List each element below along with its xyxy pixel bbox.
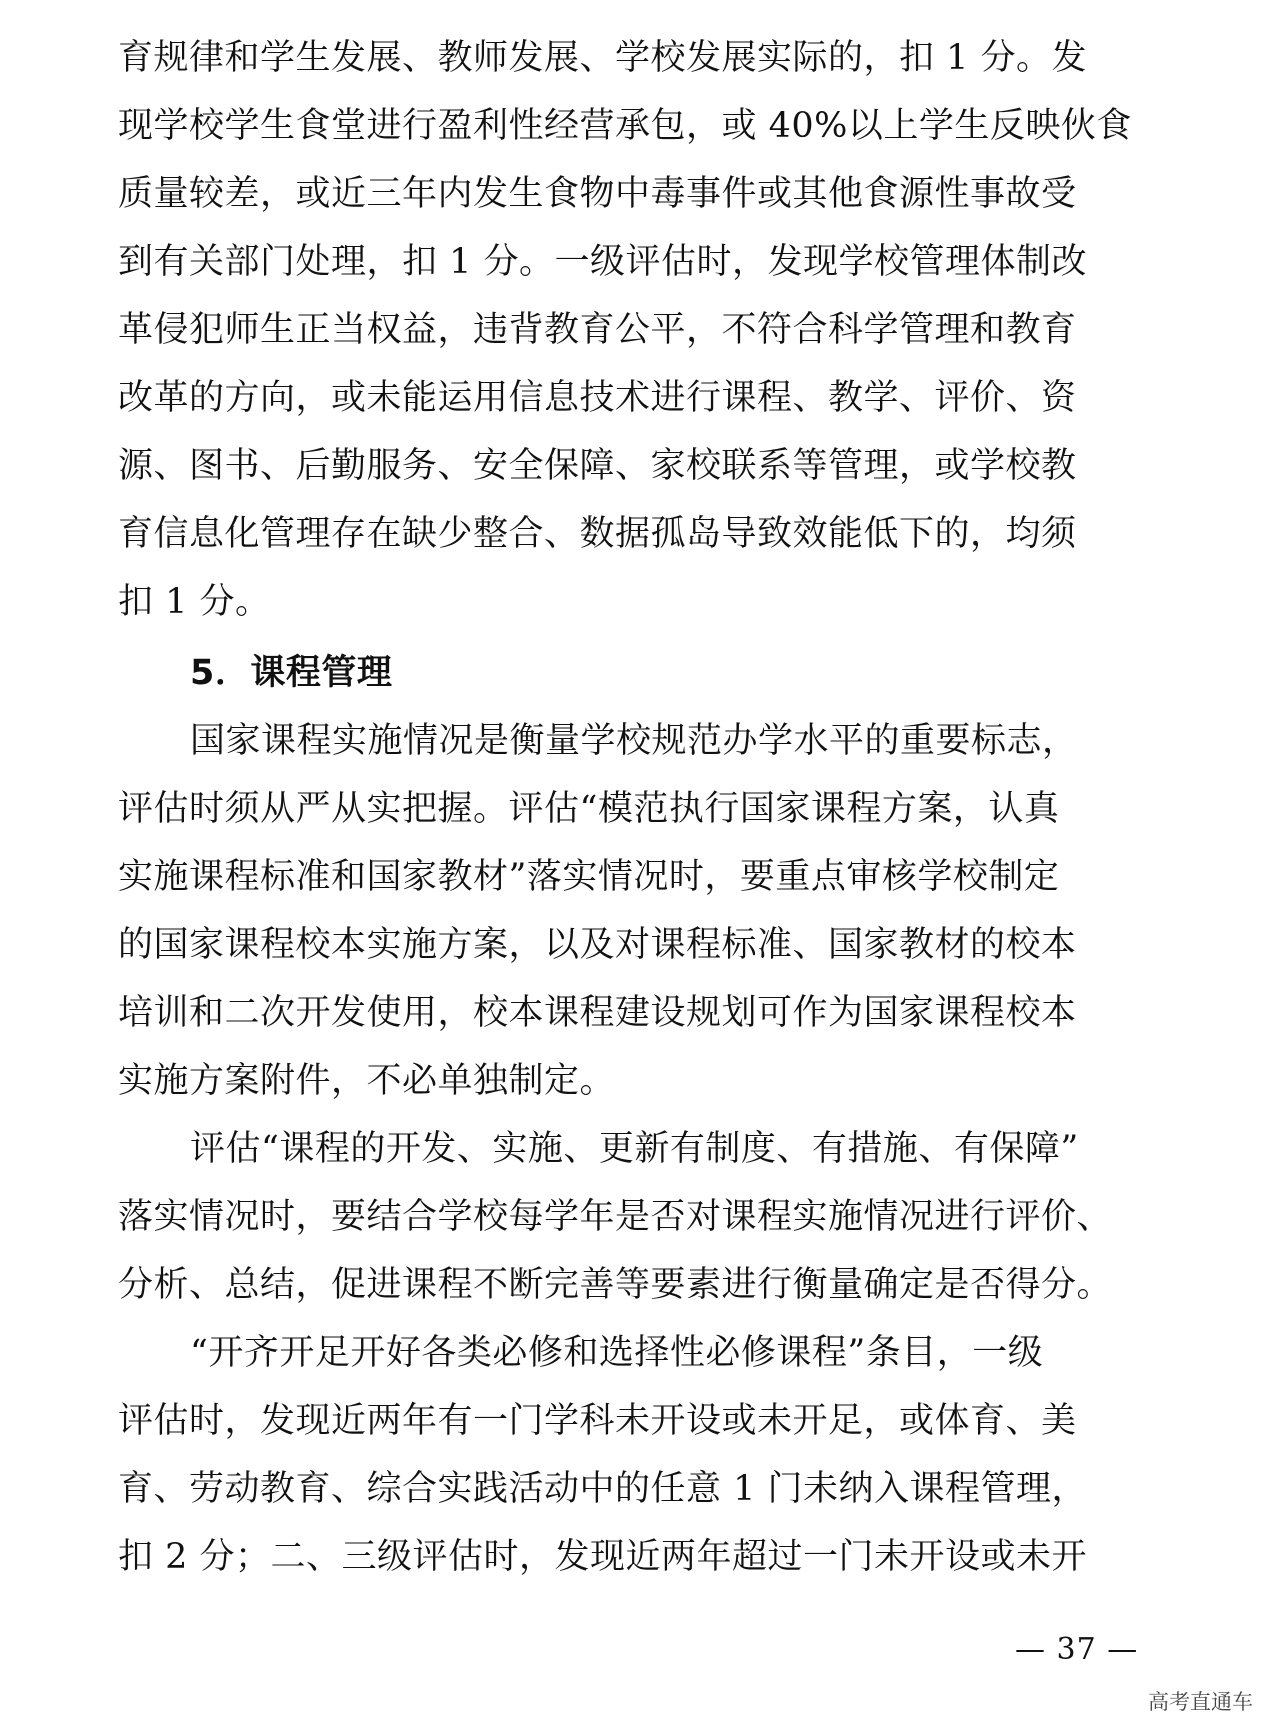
text-line: 源、图书、后勤服务、安全保障、家校联系等管理，或学校教 <box>118 446 1077 486</box>
watermark-text: 高考直通车 <box>1148 1690 1253 1714</box>
text-line: 培训和二次开发使用，校本课程建设规划可作为国家课程校本 <box>118 993 1077 1033</box>
text-line: 落实情况时，要结合学校每学年是否对课程实施情况进行评价、 <box>118 1197 1113 1237</box>
text-line: 现学校学生食堂进行盈利性经营承包，或 40%以上学生反映伙食 <box>118 106 1132 146</box>
text-line: 扣 2 分；二、三级评估时，发现近两年超过一门未开设或未开 <box>118 1537 1088 1577</box>
section-heading: 5．课程管理 <box>190 653 393 693</box>
text-line: 质量较差，或近三年内发生食物中毒事件或其他食源性事故受 <box>118 174 1077 214</box>
text-line: 国家课程实施情况是衡量学校规范办学水平的重要标志， <box>190 721 1078 761</box>
text-line: 评估时须从严从实把握。评估“模范执行国家课程方案，认真 <box>118 789 1060 829</box>
text-line: 革侵犯师生正当权益，违背教育公平，不符合科学管理和教育 <box>118 310 1077 350</box>
text-line: 实施方案附件，不必单独制定。 <box>118 1061 616 1101</box>
text-line: 到有关部门处理，扣 1 分。一级评估时，发现学校管理体制改 <box>118 242 1088 282</box>
text-line: 改革的方向，或未能运用信息技术进行课程、教学、评价、资 <box>118 378 1077 418</box>
text-line: “开齐开足开好各类必修和选择性必修课程”条目，一级 <box>190 1333 1044 1373</box>
text-line: 评估时，发现近两年有一门学科未开设或未开足，或体育、美 <box>118 1401 1077 1441</box>
text-line: 育规律和学生发展、教师发展、学校发展实际的，扣 1 分。发 <box>118 38 1088 78</box>
page-number: — 37 — <box>1015 1632 1139 1667</box>
text-line: 分析、总结，促进课程不断完善等要素进行衡量确定是否得分。 <box>118 1265 1113 1305</box>
text-line: 评估“课程的开发、实施、更新有制度、有措施、有保障” <box>190 1129 1079 1169</box>
text-line: 育、劳动教育、综合实践活动中的任意 1 门未纳入课程管理， <box>118 1469 1088 1509</box>
text-line: 实施课程标准和国家教材”落实情况时，要重点审核学校制定 <box>118 857 1060 897</box>
text-line: 育信息化管理存在缺少整合、数据孤岛导致效能低下的，均须 <box>118 514 1077 554</box>
text-line: 扣 1 分。 <box>118 582 271 622</box>
text-line: 的国家课程校本实施方案，以及对课程标准、国家教材的校本 <box>118 925 1077 965</box>
